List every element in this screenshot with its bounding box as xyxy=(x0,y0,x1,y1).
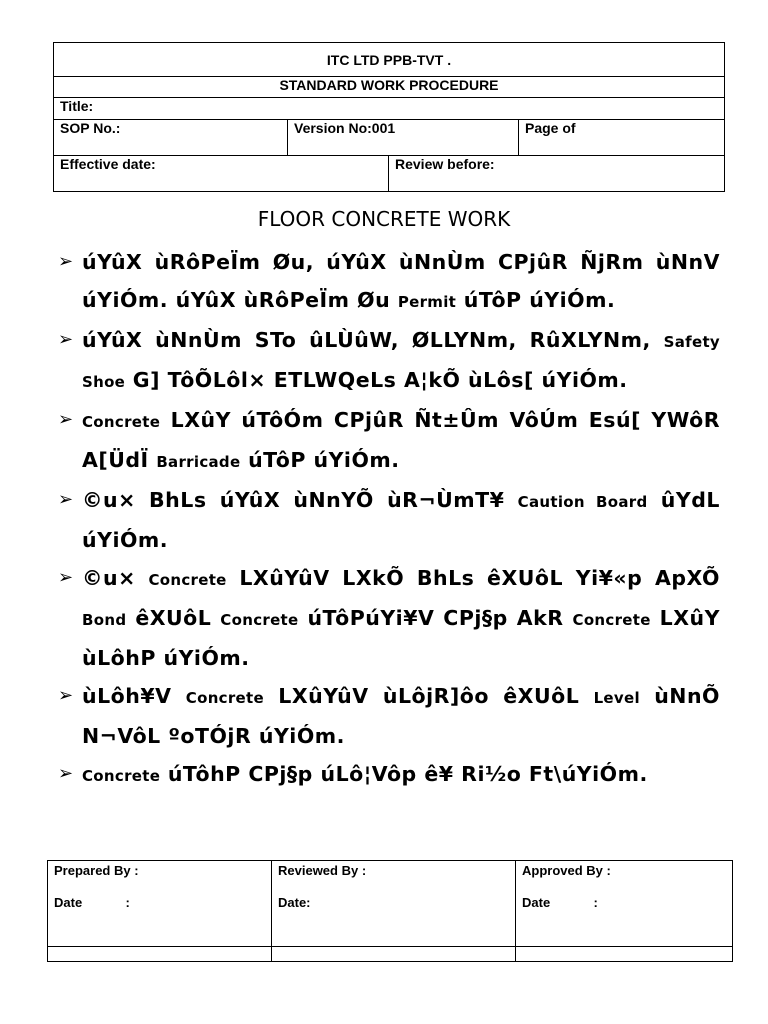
step-text: LXûY úTôÓm CPjûR Ñt±Ûm VôÚm Esú[ YWôR A[ÜdÏ xyxy=(82,408,720,472)
step-text: úYûX ùRôPeÏm Øu, úYûX ùNnÙm CPjûR ÑjRm ùNnV úYiÓm. úYûX ùRôPeÏm Øu xyxy=(82,250,720,312)
approved-sign-cell xyxy=(516,947,733,962)
procedure-steps xyxy=(58,243,720,795)
step-english-term: Caution Board xyxy=(517,493,648,511)
reviewed-by-label: Reviewed By : xyxy=(278,863,367,878)
header-table xyxy=(53,42,725,192)
step-text: ùLôh¥V xyxy=(82,684,186,708)
reviewed-sign-cell xyxy=(272,947,516,962)
step-text: úTôP úYiÓm. xyxy=(240,448,400,472)
step-english-term: Bond xyxy=(82,611,127,629)
step-english-term: Concrete xyxy=(82,767,161,785)
step-text: LXûYûV ùLôjR]ôo êXUôL xyxy=(263,684,594,708)
arrow-bullet-icon: ➢ xyxy=(58,409,74,430)
step-text: úTôPúYi¥V CPj§p AkR xyxy=(298,606,573,630)
company-name: ITC LTD PPB-TVT . xyxy=(54,43,725,77)
procedure-title: STANDARD WORK PROCEDURE xyxy=(54,77,725,98)
step-english-term: Concrete xyxy=(220,611,299,629)
reviewed-date-label: Date: xyxy=(278,895,311,910)
step-english-term: Level xyxy=(593,689,640,707)
arrow-bullet-icon: ➢ xyxy=(58,251,74,272)
step-text: úTôhP CPj§p úLô¦Vôp ê¥ Ri½o Ft\úYiÓm. xyxy=(160,762,648,786)
approved-by-label: Approved By : xyxy=(522,863,611,878)
page-label: Page of xyxy=(519,120,725,156)
step-text: LXûYûV LXkÕ BhLs êXUôL Yi¥«p ApXÕ xyxy=(226,566,720,590)
arrow-bullet-icon: ➢ xyxy=(58,489,74,510)
step-text: G] TôÕLôl× ETLWQeLs A¦kÕ ùLôs[ úYiÓm. xyxy=(125,368,628,392)
step-text: LXûY ùLôhP úYiÓm. xyxy=(82,606,720,670)
procedure-step xyxy=(58,243,720,321)
arrow-bullet-icon: ➢ xyxy=(58,567,74,588)
approved-date-label: Date : xyxy=(522,895,598,910)
approved-cell xyxy=(516,861,733,947)
procedure-step xyxy=(58,559,720,677)
prepared-date-label: Date : xyxy=(54,895,130,910)
step-english-term: Permit xyxy=(397,293,457,311)
procedure-step xyxy=(58,677,720,755)
dates-row xyxy=(54,156,725,192)
signoff-table xyxy=(47,860,733,962)
step-text: ©u× BhLs úYûX ùNnYÕ ùR¬ÙmT¥ xyxy=(82,488,518,512)
procedure-step xyxy=(58,481,720,559)
step-english-term: Concrete xyxy=(148,571,227,589)
step-text: úTôP úYiÓm. xyxy=(456,288,616,312)
step-english-term: Concrete xyxy=(82,413,161,431)
arrow-bullet-icon: ➢ xyxy=(58,329,74,350)
title-label: Title: xyxy=(54,98,725,120)
version-label: Version No:001 xyxy=(288,120,519,156)
step-text: úYûX ùNnÙm STo ûLÙûW, ØLLYNm, RûXLYNm, xyxy=(82,328,664,352)
step-text: êXUôL xyxy=(126,606,221,630)
step-text: ùNnÕ N¬VôL ºoTÓjR úYiÓm. xyxy=(82,684,720,748)
step-english-term: Concrete xyxy=(185,689,264,707)
sop-number-label: SOP No.: xyxy=(54,120,288,156)
arrow-bullet-icon: ➢ xyxy=(58,685,74,706)
effective-date-label: Effective date: xyxy=(54,156,389,191)
procedure-step xyxy=(58,321,720,401)
step-text: ûYdL úYiÓm. xyxy=(82,488,720,552)
prepared-sign-cell xyxy=(48,947,272,962)
step-english-term: Barricade xyxy=(156,453,241,471)
review-before-label: Review before: xyxy=(395,156,495,172)
arrow-bullet-icon: ➢ xyxy=(58,763,74,784)
procedure-step xyxy=(58,755,720,795)
step-english-term: Concrete xyxy=(572,611,651,629)
step-english-term: Safety Shoe xyxy=(82,333,720,391)
reviewed-cell xyxy=(272,861,516,947)
prepared-by-label: Prepared By : xyxy=(54,863,139,878)
procedure-step xyxy=(58,401,720,481)
document-title: FLOOR CONCRETE WORK xyxy=(257,207,511,231)
step-text: ©u× xyxy=(82,566,149,590)
prepared-cell xyxy=(48,861,272,947)
